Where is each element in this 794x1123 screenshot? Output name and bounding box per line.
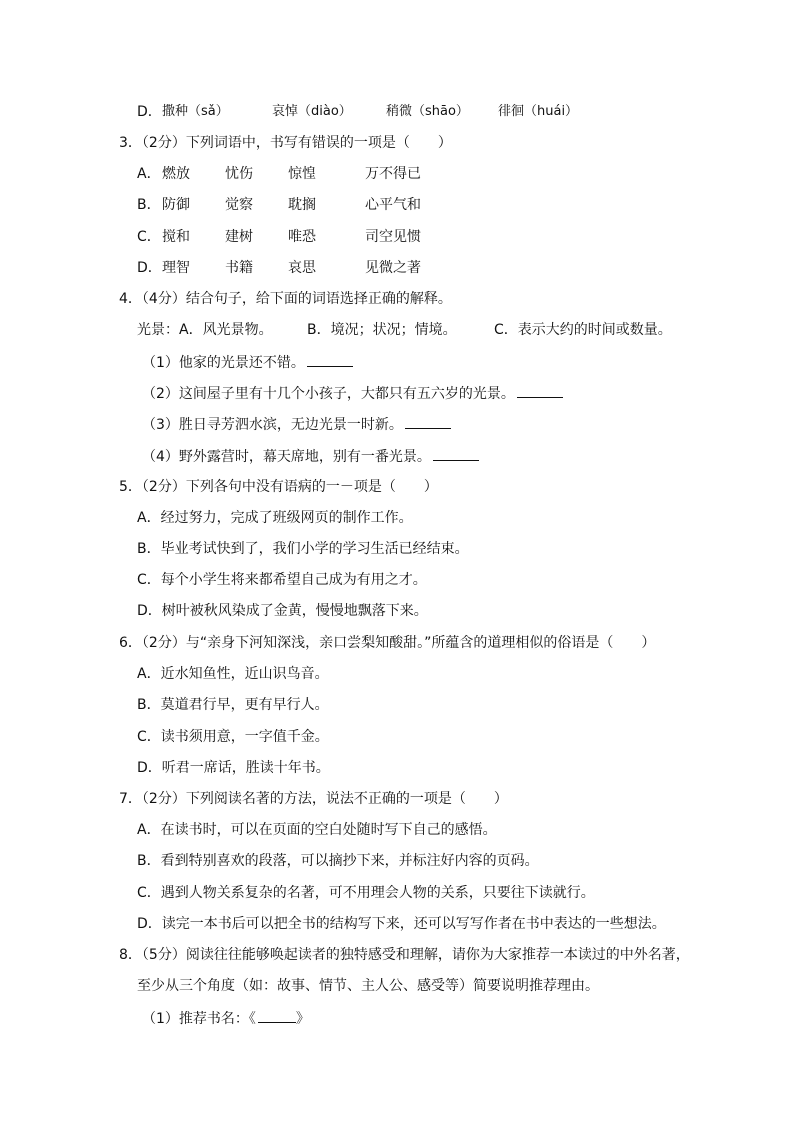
q8-item-1-suffix: 》 bbox=[295, 1011, 310, 1027]
q4-item-4 bbox=[142, 446, 479, 467]
q3-option-b-word-4: 心平气和 bbox=[365, 197, 421, 213]
q5-option-a: A．经过努力，完成了班级网页的制作工作。 bbox=[137, 510, 413, 526]
q4-item-3 bbox=[142, 414, 451, 435]
q3-option-d-word-2: 书籍 bbox=[225, 260, 253, 276]
q3-option-b-word-3: 耽搁 bbox=[288, 197, 316, 213]
q4-definition-c: C．表示大约的时间或数量。 bbox=[494, 322, 672, 338]
q3-option-d-word-1: 理智 bbox=[162, 260, 190, 276]
q4-item-3-text: （3）胜日寻芳泗水滨，无边光景一时新。 bbox=[142, 417, 403, 433]
q4-item-1 bbox=[142, 352, 353, 373]
q8-stem-line-2: 至少从三个角度（如：故事、情节、主人公、感受等）简要说明推荐理由。 bbox=[137, 978, 599, 994]
q3-option-d-label: D． bbox=[137, 260, 162, 276]
q7-option-a: A．在读书时，可以在页面的空白处随时写下自己的感悟。 bbox=[137, 822, 497, 838]
q4-item-1-blank[interactable] bbox=[307, 352, 353, 367]
q3-option-c-word-3: 唯恐 bbox=[288, 229, 316, 245]
q4-item-1-text: （1）他家的光景还不错。 bbox=[142, 355, 305, 371]
q6-option-b: B．莫道君行早，更有早行人。 bbox=[137, 697, 329, 713]
q5-option-c: C．每个小学生将来都希望自己成为有用之才。 bbox=[137, 572, 427, 588]
q4-item-4-blank[interactable] bbox=[433, 446, 479, 461]
q3-option-c-label: C． bbox=[137, 229, 161, 245]
q3-option-d-word-4: 见微之著 bbox=[365, 260, 421, 276]
q4-item-2-blank[interactable] bbox=[517, 383, 563, 398]
q8-item-1-prefix: （1）推荐书名：《 bbox=[142, 1011, 256, 1027]
q3-option-c-word-4: 司空见惯 bbox=[365, 229, 421, 245]
q5-option-d: D．树叶被秋风染成了金黄，慢慢地飘落下来。 bbox=[137, 603, 428, 619]
q4-item-4-text: （4）野外露营时，幕天席地，别有一番光景。 bbox=[142, 449, 431, 465]
q6-option-c: C．读书须用意，一字值千金。 bbox=[137, 729, 329, 745]
q2-option-d-word-4: 徘徊（huái） bbox=[498, 104, 579, 119]
q3-option-b-word-2: 觉察 bbox=[225, 197, 253, 213]
q3-option-c-word-2: 建树 bbox=[225, 229, 253, 245]
q3-option-d-word-3: 哀思 bbox=[288, 260, 316, 276]
q8-stem-line-1: 8．（5分）阅读往往能够唤起读者的独特感受和理解，请你为大家推荐一本读过的中外名著， bbox=[119, 947, 690, 963]
q2-option-d-word-3: 稍微（shāo） bbox=[386, 104, 469, 119]
q3-option-a-word-1: 燃放 bbox=[162, 166, 190, 182]
q3-option-a-word-3: 惊惶 bbox=[288, 166, 316, 182]
q5-stem: 5．（2分）下列各句中没有语病的一－项是（ ） bbox=[119, 479, 438, 495]
q2-option-d-label: D． bbox=[137, 104, 162, 120]
q8-item-1 bbox=[142, 1008, 310, 1029]
q3-option-a-label: A． bbox=[137, 166, 161, 182]
q8-book-title-blank[interactable] bbox=[258, 1008, 296, 1023]
q3-option-a-word-4: 万不得已 bbox=[365, 166, 421, 182]
q7-option-b: B．看到特别喜欢的段落，可以摘抄下来，并标注好内容的页码。 bbox=[137, 853, 539, 869]
q2-option-d-word-2: 哀悼（diào） bbox=[272, 104, 352, 119]
q7-stem: 7．（2分）下列阅读名著的方法，说法不正确的一项是（ ） bbox=[119, 791, 508, 807]
q4-definition-a: 光景：A．风光景物。 bbox=[137, 322, 273, 338]
q6-option-d: D．听君一席话，胜读十年书。 bbox=[137, 760, 330, 776]
q6-option-a: A．近水知鱼性，近山识鸟音。 bbox=[137, 666, 329, 682]
q2-option-d-word-1: 撒种（sǎ） bbox=[162, 104, 229, 119]
q4-item-2-text: （2）这间屋子里有十几个小孩子，大都只有五六岁的光景。 bbox=[142, 386, 515, 402]
q3-option-a-word-2: 忧伤 bbox=[225, 166, 253, 182]
q3-option-c-word-1: 搅和 bbox=[162, 229, 190, 245]
q5-option-b: B．毕业考试快到了，我们小学的学习生活已经结束。 bbox=[137, 541, 469, 557]
q6-stem: 6．（2分）与“亲身下河知深浅，亲口尝梨知酸甜。”所蕴含的道理相似的俗语是（ ） bbox=[119, 635, 656, 651]
q4-item-3-blank[interactable] bbox=[405, 414, 451, 429]
q3-stem: 3．（2分）下列词语中，书写有错误的一项是（ ） bbox=[119, 135, 452, 151]
q3-option-b-label: B． bbox=[137, 197, 161, 213]
q4-item-2 bbox=[142, 383, 563, 404]
q3-option-b-word-1: 防御 bbox=[162, 197, 190, 213]
q7-option-d: D．读完一本书后可以把全书的结构写下来，还可以写写作者在书中表达的一些想法。 bbox=[137, 916, 666, 932]
q7-option-c: C．遇到人物关系复杂的名著，可不用理会人物的关系，只要往下读就行。 bbox=[137, 885, 595, 901]
q4-definition-b: B．境况；状况；情境。 bbox=[307, 322, 457, 338]
q4-stem: 4．（4分）结合句子，给下面的词语选择正确的解释。 bbox=[119, 291, 452, 307]
